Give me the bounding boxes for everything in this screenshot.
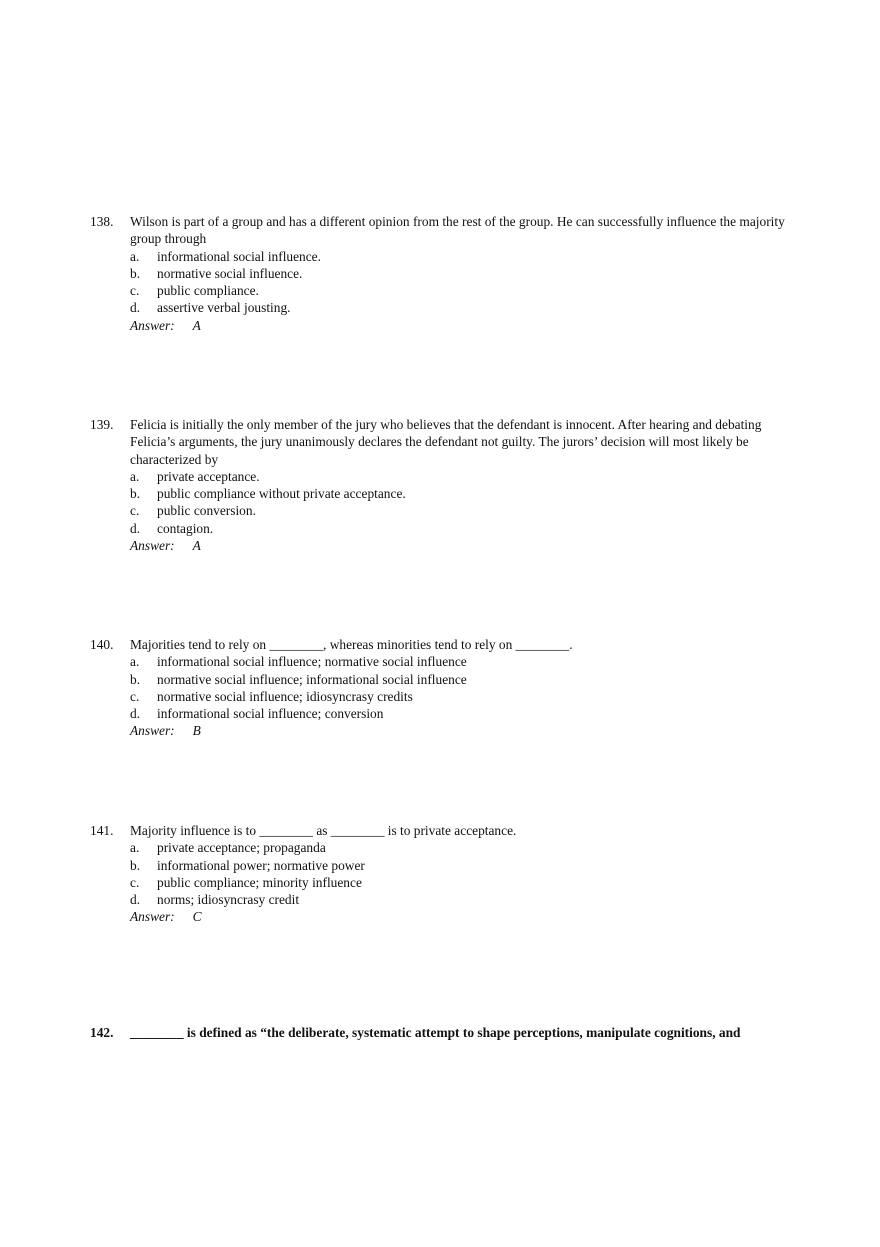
option-c (90, 502, 790, 519)
answer-line (90, 908, 790, 925)
option-text: contagion. (157, 520, 214, 536)
option-letter: c. (130, 688, 140, 704)
option-letter: b. (130, 486, 141, 502)
question-stem (90, 636, 790, 653)
option-letter: b. (130, 857, 141, 873)
answer-label: Answer: (130, 723, 175, 739)
question-number: 138. (90, 214, 114, 229)
option-b (90, 857, 790, 874)
option-letter: d. (130, 300, 141, 316)
option-a (90, 839, 790, 856)
option-text: private acceptance. (157, 468, 260, 484)
option-letter: c. (130, 503, 140, 519)
option-letter: a. (130, 654, 140, 670)
answer-label: Answer: (130, 538, 175, 554)
answer-line (90, 317, 790, 334)
option-letter: b. (130, 265, 141, 281)
option-text: public conversion. (157, 503, 256, 519)
question-text: ________ is defined as “the deliberate, systematic attempt to shape perceptions, manipulate cognitions, and (130, 1025, 741, 1040)
question-number: 140. (90, 637, 114, 652)
option-d (90, 891, 790, 908)
option-c (90, 874, 790, 891)
question-stem (90, 213, 790, 248)
option-letter: b. (130, 671, 141, 687)
answer-value: C (192, 909, 202, 925)
option-text: informational social influence; conversion (157, 706, 384, 722)
option-text: normative social influence. (157, 265, 303, 281)
answer-value: B (192, 723, 201, 739)
option-b (90, 485, 790, 502)
option-a (90, 468, 790, 485)
question-139 (90, 416, 790, 554)
option-text: norms; idiosyncrasy credit (157, 892, 300, 908)
option-text: informational social influence; normative social influence (157, 654, 467, 670)
option-a (90, 653, 790, 670)
option-d (90, 705, 790, 722)
option-letter: a. (130, 248, 140, 264)
option-c (90, 688, 790, 705)
option-c (90, 282, 790, 299)
question-number: 141. (90, 823, 114, 838)
option-letter: a. (130, 840, 140, 856)
question-number: 139. (90, 417, 114, 432)
option-d (90, 299, 790, 316)
answer-value: A (192, 538, 201, 554)
question-number: 142. (90, 1025, 114, 1040)
option-text: public compliance without private acceptance. (157, 486, 406, 502)
answer-value: A (192, 317, 201, 333)
question-stem (90, 1024, 810, 1041)
question-text: Majorities tend to rely on ________, whereas minorities tend to rely on ________. (130, 637, 573, 652)
option-letter: c. (130, 874, 140, 890)
option-text: informational social influence. (157, 248, 321, 264)
option-letter: d. (130, 520, 141, 536)
option-text: normative social influence; idiosyncrasy credits (157, 688, 413, 704)
question-stem (90, 822, 790, 839)
option-d (90, 520, 790, 537)
answer-label: Answer: (130, 909, 175, 925)
option-text: private acceptance; propaganda (157, 840, 326, 856)
option-letter: c. (130, 283, 140, 299)
option-text: normative social influence; informational social influence (157, 671, 467, 687)
question-142 (90, 1024, 810, 1041)
question-stem (90, 416, 790, 468)
answer-label: Answer: (130, 317, 175, 333)
option-b (90, 671, 790, 688)
answer-line (90, 722, 790, 739)
question-text: Felicia is initially the only member of the jury who believes that the defendant is innocent. After hearing and debating Felicia’s arguments, the jury unanimously declares the defendant not guilty. The jurors’ decision will most likely be characterized by (130, 417, 762, 467)
question-140 (90, 636, 790, 740)
question-138 (90, 213, 790, 334)
option-b (90, 265, 790, 282)
option-text: informational power; normative power (157, 857, 365, 873)
option-letter: d. (130, 706, 141, 722)
question-text: Wilson is part of a group and has a different opinion from the rest of the group. He can successfully influence the majority group through (130, 214, 785, 247)
answer-line (90, 537, 790, 554)
option-a (90, 248, 790, 265)
question-141 (90, 822, 790, 926)
option-text: public compliance. (157, 283, 259, 299)
option-letter: d. (130, 892, 141, 908)
option-letter: a. (130, 468, 140, 484)
question-text: Majority influence is to ________ as ________ is to private acceptance. (130, 823, 517, 838)
option-text: assertive verbal jousting. (157, 300, 291, 316)
option-text: public compliance; minority influence (157, 874, 362, 890)
